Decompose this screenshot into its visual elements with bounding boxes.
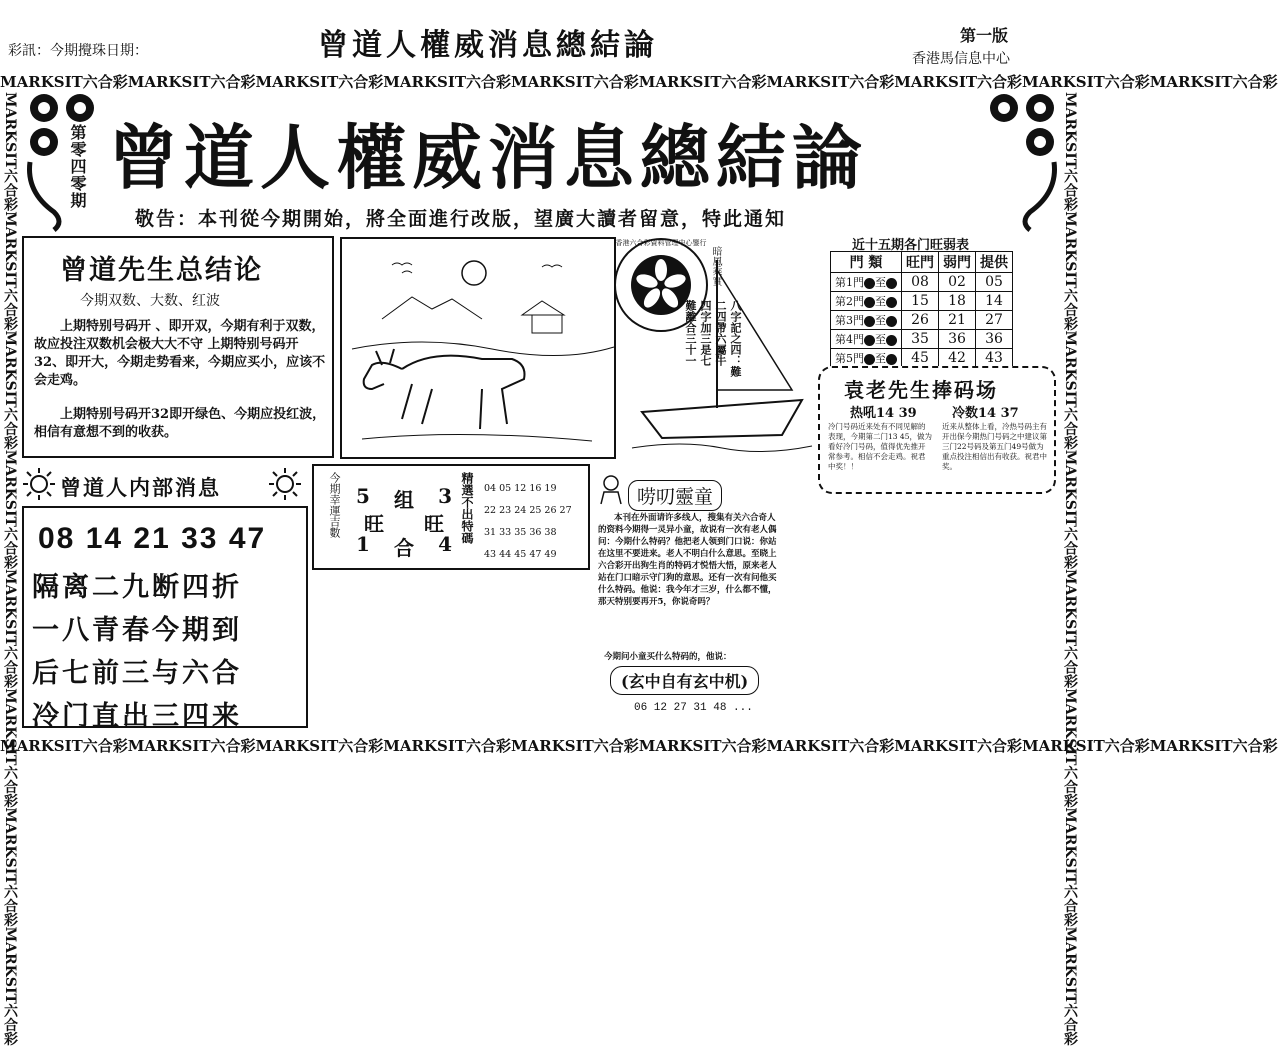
old-man-title: 袁老先生捧码场 (844, 378, 998, 402)
zone-row-range: 至 (875, 314, 886, 327)
header-publisher: 香港馬信息中心 (912, 51, 1010, 67)
zone-cell-b: 36 (939, 330, 976, 349)
poem-lines (684, 300, 742, 410)
old-man-right-text: 近来从整体上看，冷热号码主有开出保今期热门号码之中建议第三门22号码及第五门49号做为重点投注相信出有收获。祝君中奖。 (942, 422, 1047, 471)
zone-table-row (831, 311, 1013, 330)
zone-row-label (831, 349, 902, 368)
zone-row-label (831, 292, 902, 311)
lucky-row-1-a: 5 (356, 484, 370, 508)
chatter-title: 唠叨靈童 (628, 480, 722, 511)
number-ball-icon (864, 335, 875, 346)
number-ball-icon (864, 297, 875, 308)
zone-row-label (831, 330, 902, 349)
left-banner: MARKSIT六合彩MARKSIT六合彩MARKSIT六合彩MARKSIT六合彩MARKSIT六合彩MARKSIT六合彩MARKSIT六合彩MARKSIT六合彩 (2, 92, 18, 1046)
zone-row-name: 第4門 (835, 333, 864, 346)
slogan-line: 一八青春今期到 (32, 615, 242, 646)
zone-table-row (831, 273, 1013, 292)
zone-table-row (831, 330, 1013, 349)
inside-news-box (22, 506, 308, 732)
zone-table-header: 旺門 (902, 252, 939, 273)
summary-paragraph-2: 上期特别号码开32即开绿色、今期应投红波，相信有意想不到的收获。 (34, 407, 326, 440)
number-ball-icon (864, 278, 875, 289)
lucky-row-3 (356, 532, 452, 561)
summary-title: 曾道先生总结论 (60, 255, 263, 286)
zone-table-row (831, 292, 1013, 311)
issue-number-vertical: 第零四零期 (68, 124, 87, 209)
zone-cell-c: 27 (976, 311, 1013, 330)
zone-cell-b: 18 (939, 292, 976, 311)
zone-cell-b: 21 (939, 311, 976, 330)
poem-line: 八字記之四：難 (729, 300, 742, 377)
lucky-number-row: 04 05 12 16 19 (484, 483, 557, 494)
zone-cell-b: 02 (939, 273, 976, 292)
sun-icon (22, 467, 56, 501)
chatter-answer: (玄中自有玄中机) (610, 666, 759, 695)
child-icon (596, 474, 626, 504)
zone-cell-a: 26 (902, 311, 939, 330)
inside-news-slogans (32, 566, 242, 738)
bottom-banner: MARKSIT六合彩MARKSIT六合彩MARKSIT六合彩MARKSIT六合彩MARKSIT六合彩MARKSIT六合彩MARKSIT六合彩MARKSIT六合彩MARKSIT六合彩MARKSIT六合彩 (0, 737, 1278, 755)
lucky-row-1-b: 组 (394, 488, 414, 512)
chatter-box (594, 468, 786, 732)
corner-ornament-right (980, 92, 1060, 232)
zone-table-title: 近十五期各门旺弱表 (852, 238, 970, 253)
ox-drawing (342, 239, 614, 457)
masthead-big-title: 曾道人權威消息總結論 (108, 116, 868, 199)
header-top-title: 曾道人權威消息總結論 (318, 28, 658, 63)
slogan-line: 后七前三与六合 (32, 658, 242, 689)
number-ball-icon (886, 278, 897, 289)
zone-row-range: 至 (875, 276, 886, 289)
zone-table-header: 門 類 (831, 252, 902, 273)
zone-cell-a: 35 (902, 330, 939, 349)
zone-table (830, 251, 1013, 368)
summary-box (22, 236, 334, 458)
zone-table-row (831, 349, 1013, 368)
inside-news-numbers: 08 14 21 33 47 (38, 522, 267, 555)
inside-news-header (22, 464, 308, 504)
right-banner: MARKSIT六合彩MARKSIT六合彩MARKSIT六合彩MARKSIT六合彩MARKSIT六合彩MARKSIT六合彩MARKSIT六合彩MARKSIT六合彩 (1062, 92, 1078, 1046)
lucky-number-row: 31 33 35 36 38 (484, 527, 557, 538)
lucky-row-3-c: 4 (438, 532, 452, 556)
old-man-cold: 冷数14 37 (952, 406, 1019, 421)
lucky-box (312, 464, 590, 570)
zone-row-name: 第2門 (835, 295, 864, 308)
zone-row-name: 第3門 (835, 314, 864, 327)
zone-table-wrap (830, 251, 1013, 368)
chatter-numbers: 06 12 27 31 48 ... (634, 702, 753, 714)
sun-icon (268, 467, 302, 501)
lucky-row-3-a: 1 (356, 532, 370, 556)
zone-cell-b: 42 (939, 349, 976, 368)
chatter-question: 今期问小童买什么特码的，他说： (604, 652, 732, 662)
zone-row-range: 至 (875, 333, 886, 346)
summary-paragraph-1: 上期特别号码开 、即开双，今期有利于双数，故应投注双数机会极大大不守 上期特别号码开32、即开大，今期走势看来，今期应买小，应该不会走鸡。 (34, 319, 326, 388)
chatter-text: 本刊在外面请许多线人，搜集有关六合奇人的资料今期得一灵异小童，故说有一次有老人偶问：今期什么特码？他把老人领到门口说：你站在这里不要进来。老人不明白什么意思。至晓上六合彩开出狗生肖的特码才悦悟大悟，原来老人站在门口暗示守门狗的意思。还有一次有问他买什么特码。他说：我今年才三岁，什么都不懂，那天特别要再开5，你说奇吗？ (598, 513, 777, 607)
number-ball-icon (886, 335, 897, 346)
lucky-row-2-a: 旺 (364, 512, 384, 536)
seal-ring-text: 香港六合彩資料管理中心鑒行 (615, 239, 707, 247)
lucky-number-row: 43 44 45 47 49 (484, 549, 557, 560)
number-ball-icon (886, 354, 897, 365)
zone-cell-a: 15 (902, 292, 939, 311)
lucky-label-left: 今期幸運吉數 (328, 472, 341, 538)
top-banner: MARKSIT六合彩MARKSIT六合彩MARKSIT六合彩MARKSIT六合彩MARKSIT六合彩MARKSIT六合彩MARKSIT六合彩MARKSIT六合彩MARKSIT六合彩MARKSIT六合彩 (0, 73, 1278, 91)
zone-row-range: 至 (875, 352, 886, 365)
lucky-label-right: 精選不出特碼 (460, 472, 474, 544)
zone-table-header: 弱門 (939, 252, 976, 273)
slogan-line: 冷门直出三四来 (32, 701, 242, 732)
zone-row-label (831, 311, 902, 330)
boat-tag: 暗風乘實 (710, 246, 721, 286)
lucky-number-row: 22 23 24 25 26 27 (484, 505, 572, 516)
chatter-answer-text: 玄中自有玄中机 (628, 672, 741, 691)
poem-line: 四字加三是七 (699, 300, 712, 366)
poem-line: 難離合三十一 (684, 300, 697, 366)
lucky-row-2-b: 旺 (424, 512, 444, 536)
old-man-box (818, 366, 1056, 494)
zone-row-name: 第5門 (835, 352, 864, 365)
number-ball-icon (886, 316, 897, 327)
zone-cell-c: 14 (976, 292, 1013, 311)
ox-illustration (340, 237, 616, 459)
old-man-hot: 热吼14 39 (850, 406, 917, 421)
zone-cell-c: 43 (976, 349, 1013, 368)
lucky-number-list (484, 478, 588, 566)
zone-row-range: 至 (875, 295, 886, 308)
lucky-row-1-c: 3 (438, 484, 452, 508)
zone-table-header: 提供 (976, 252, 1013, 273)
zone-cell-a: 45 (902, 349, 939, 368)
number-ball-icon (864, 354, 875, 365)
zone-cell-c: 05 (976, 273, 1013, 292)
inside-news-title: 曾道人内部消息 (60, 475, 221, 500)
zone-row-label (831, 273, 902, 292)
zone-row-name: 第1門 (835, 276, 864, 289)
lucky-row-3-b: 合 (394, 536, 414, 560)
old-man-left-text: 冷门号码近来处有不同见解的表现，今期第二门13 45，做为看好冷门号码，值得优先推开常参考。相信不会走鸡。祝君中奖！！ (828, 422, 932, 471)
number-ball-icon (864, 316, 875, 327)
number-ball-icon (886, 297, 897, 308)
corner-ornament-left (24, 92, 104, 232)
slogan-line: 隔离二九断四折 (32, 572, 242, 603)
notice-text: 敬告：本刊從今期開始，將全面進行改版，望廣大讀者留意，特此通知 (135, 208, 787, 230)
zone-cell-c: 36 (976, 330, 1013, 349)
summary-subtitle: 今期双数、大数、红波 (80, 293, 220, 309)
boat-poem-area (622, 240, 818, 458)
header-edition: 第一版 (960, 26, 1009, 45)
header-left-label: 彩訊：今期攪珠日期： (8, 43, 148, 59)
poem-line: 二四帶六屬牛 (714, 300, 727, 366)
zone-cell-a: 08 (902, 273, 939, 292)
